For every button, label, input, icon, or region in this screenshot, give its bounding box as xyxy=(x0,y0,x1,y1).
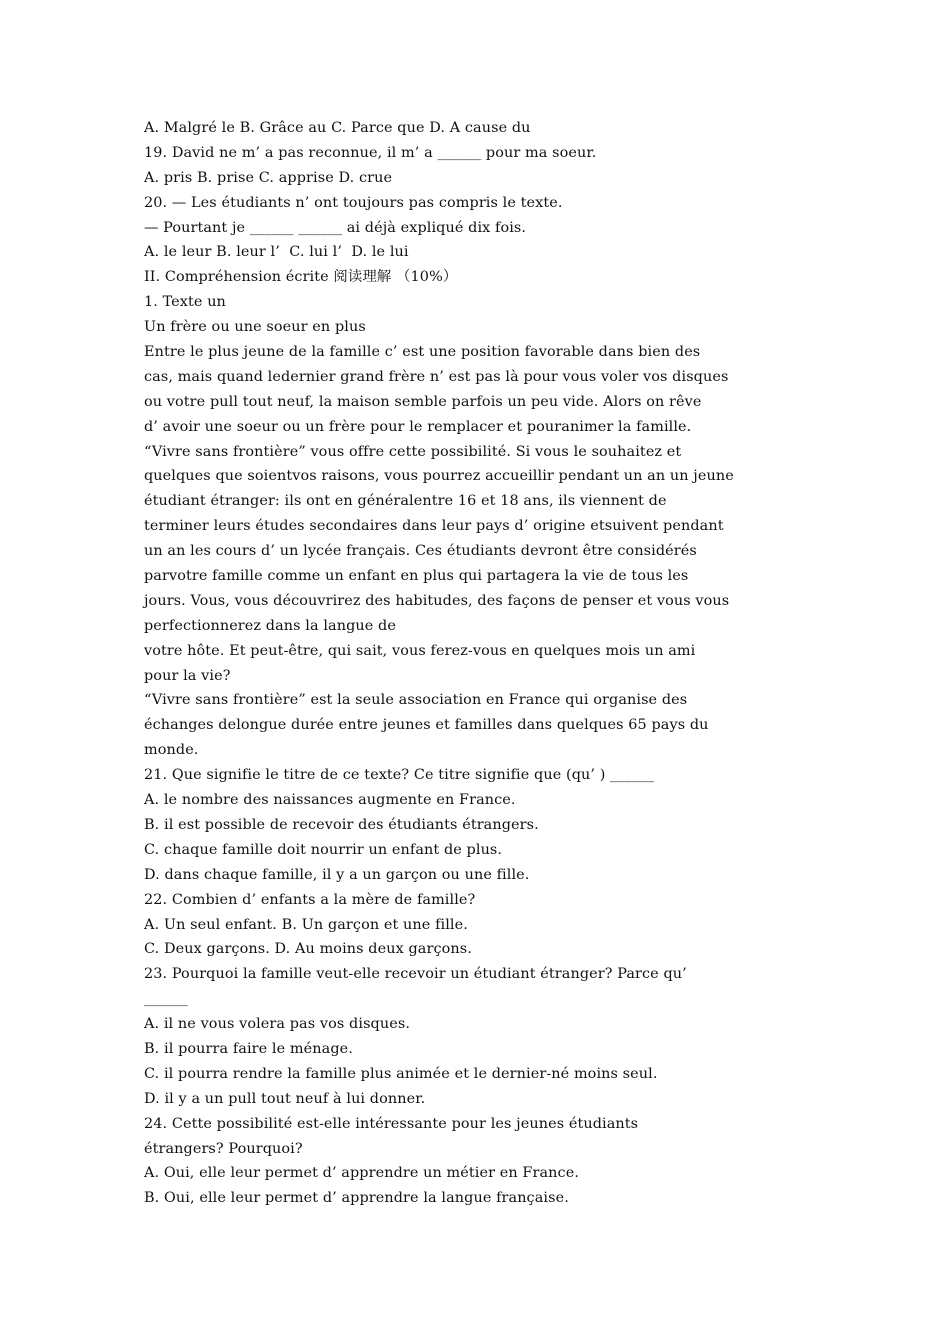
passage-line: échanges delongue durée entre jeunes et familles dans quelques 65 pays du xyxy=(144,717,709,734)
passage-line: perfectionnerez dans la langue de xyxy=(144,617,396,634)
answer-option: D. il y a un pull tout neuf à lui donner. xyxy=(144,1090,426,1107)
passage-line: parvotre famille comme un enfant en plus qui partagera la vie de tous les xyxy=(144,568,689,585)
passage-line: ou votre pull tout neuf, la maison semble parfois un peu vide. Alors on rêve xyxy=(144,393,702,410)
question-24-line-2: étrangers? Pourquoi? xyxy=(144,1140,303,1157)
passage-line: d’ avoir une soeur ou un frère pour le remplacer et pouranimer la famille. xyxy=(144,418,692,435)
passage-line: pour la vie? xyxy=(144,667,231,684)
question-20-line-2: — Pourtant je ______ ______ ai déjà expliqué dix fois. xyxy=(144,219,527,236)
answer-options-22-a-b: A. Un seul enfant. B. Un garçon et une fille. xyxy=(144,916,468,933)
passage-line: monde. xyxy=(144,742,199,759)
answer-option: B. il pourra faire le ménage. xyxy=(144,1040,353,1057)
passage-line: Entre le plus jeune de la famille c’ est une position favorable dans bien des xyxy=(144,344,701,361)
text-title: Un frère ou une soeur en plus xyxy=(144,319,366,336)
passage-line: “Vivre sans frontière” est la seule association en France qui organise des xyxy=(144,692,688,709)
passage-line: jours. Vous, vous découvrirez des habitudes, des façons de penser et vous vous xyxy=(144,592,730,609)
section-heading: II. Compréhension écrite 阅读理解 （10%） xyxy=(144,269,458,286)
passage-line: quelques que soientvos raisons, vous pourrez accueillir pendant un an un jeune xyxy=(144,468,734,485)
answer-option: B. Oui, elle leur permet d’ apprendre la langue française. xyxy=(144,1190,569,1207)
answer-options-20: A. le leur B. leur l’ C. lui l’ D. le lui xyxy=(144,244,409,261)
answer-options-19: A. pris B. prise C. apprise D. crue xyxy=(144,169,393,186)
question-23: 23. Pourquoi la famille veut-elle recevoir un étudiant étranger? Parce qu’ xyxy=(144,966,687,983)
passage-line: terminer leurs études secondaires dans leur pays d’ origine etsuivent pendant xyxy=(144,518,724,535)
question-22: 22. Combien d’ enfants a la mère de famille? xyxy=(144,891,476,908)
answer-option: B. il est possible de recevoir des étudiants étrangers. xyxy=(144,816,539,833)
passage-line: cas, mais quand ledernier grand frère n’ est pas là pour vous voler vos disques xyxy=(144,368,729,385)
answer-option: C. chaque famille doit nourrir un enfant de plus. xyxy=(144,841,503,858)
answer-options-22-c-d: C. Deux garçons. D. Au moins deux garçons. xyxy=(144,941,472,958)
question-23-blank: ______ xyxy=(144,991,188,1008)
passage-line: étudiant étranger: ils ont en généralentre 16 et 18 ans, ils viennent de xyxy=(144,493,667,510)
question-19: 19. David ne m’ a pas reconnue, il m’ a ______ pour ma soeur. xyxy=(144,144,597,161)
question-24-line-1: 24. Cette possibilité est-elle intéressante pour les jeunes étudiants xyxy=(144,1115,639,1132)
text-label: 1. Texte un xyxy=(144,294,226,311)
answer-option: D. dans chaque famille, il y a un garçon ou une fille. xyxy=(144,866,530,883)
question-21: 21. Que signifie le titre de ce texte? Ce titre signifie que (qu’ ) ______ xyxy=(144,767,654,784)
answer-option: C. il pourra rendre la famille plus animée et le dernier-né moins seul. xyxy=(144,1065,658,1082)
answer-option: A. Oui, elle leur permet d’ apprendre un métier en France. xyxy=(144,1165,579,1182)
question-20-line-1: 20. — Les étudiants n’ ont toujours pas compris le texte. xyxy=(144,194,563,211)
answer-option: A. il ne vous volera pas vos disques. xyxy=(144,1016,411,1033)
passage-line: votre hôte. Et peut-être, qui sait, vous ferez-vous en quelques mois un ami xyxy=(144,642,696,659)
document-page xyxy=(144,116,834,1211)
answer-options-18: A. Malgré le B. Grâce au C. Parce que D. A cause du xyxy=(144,120,531,136)
passage-line: “Vivre sans frontière” vous offre cette possibilité. Si vous le souhaitez et xyxy=(144,443,682,460)
answer-option: A. le nombre des naissances augmente en France. xyxy=(144,792,516,809)
passage-line: un an les cours d’ un lycée français. Ces étudiants devront être considérés xyxy=(144,543,697,560)
